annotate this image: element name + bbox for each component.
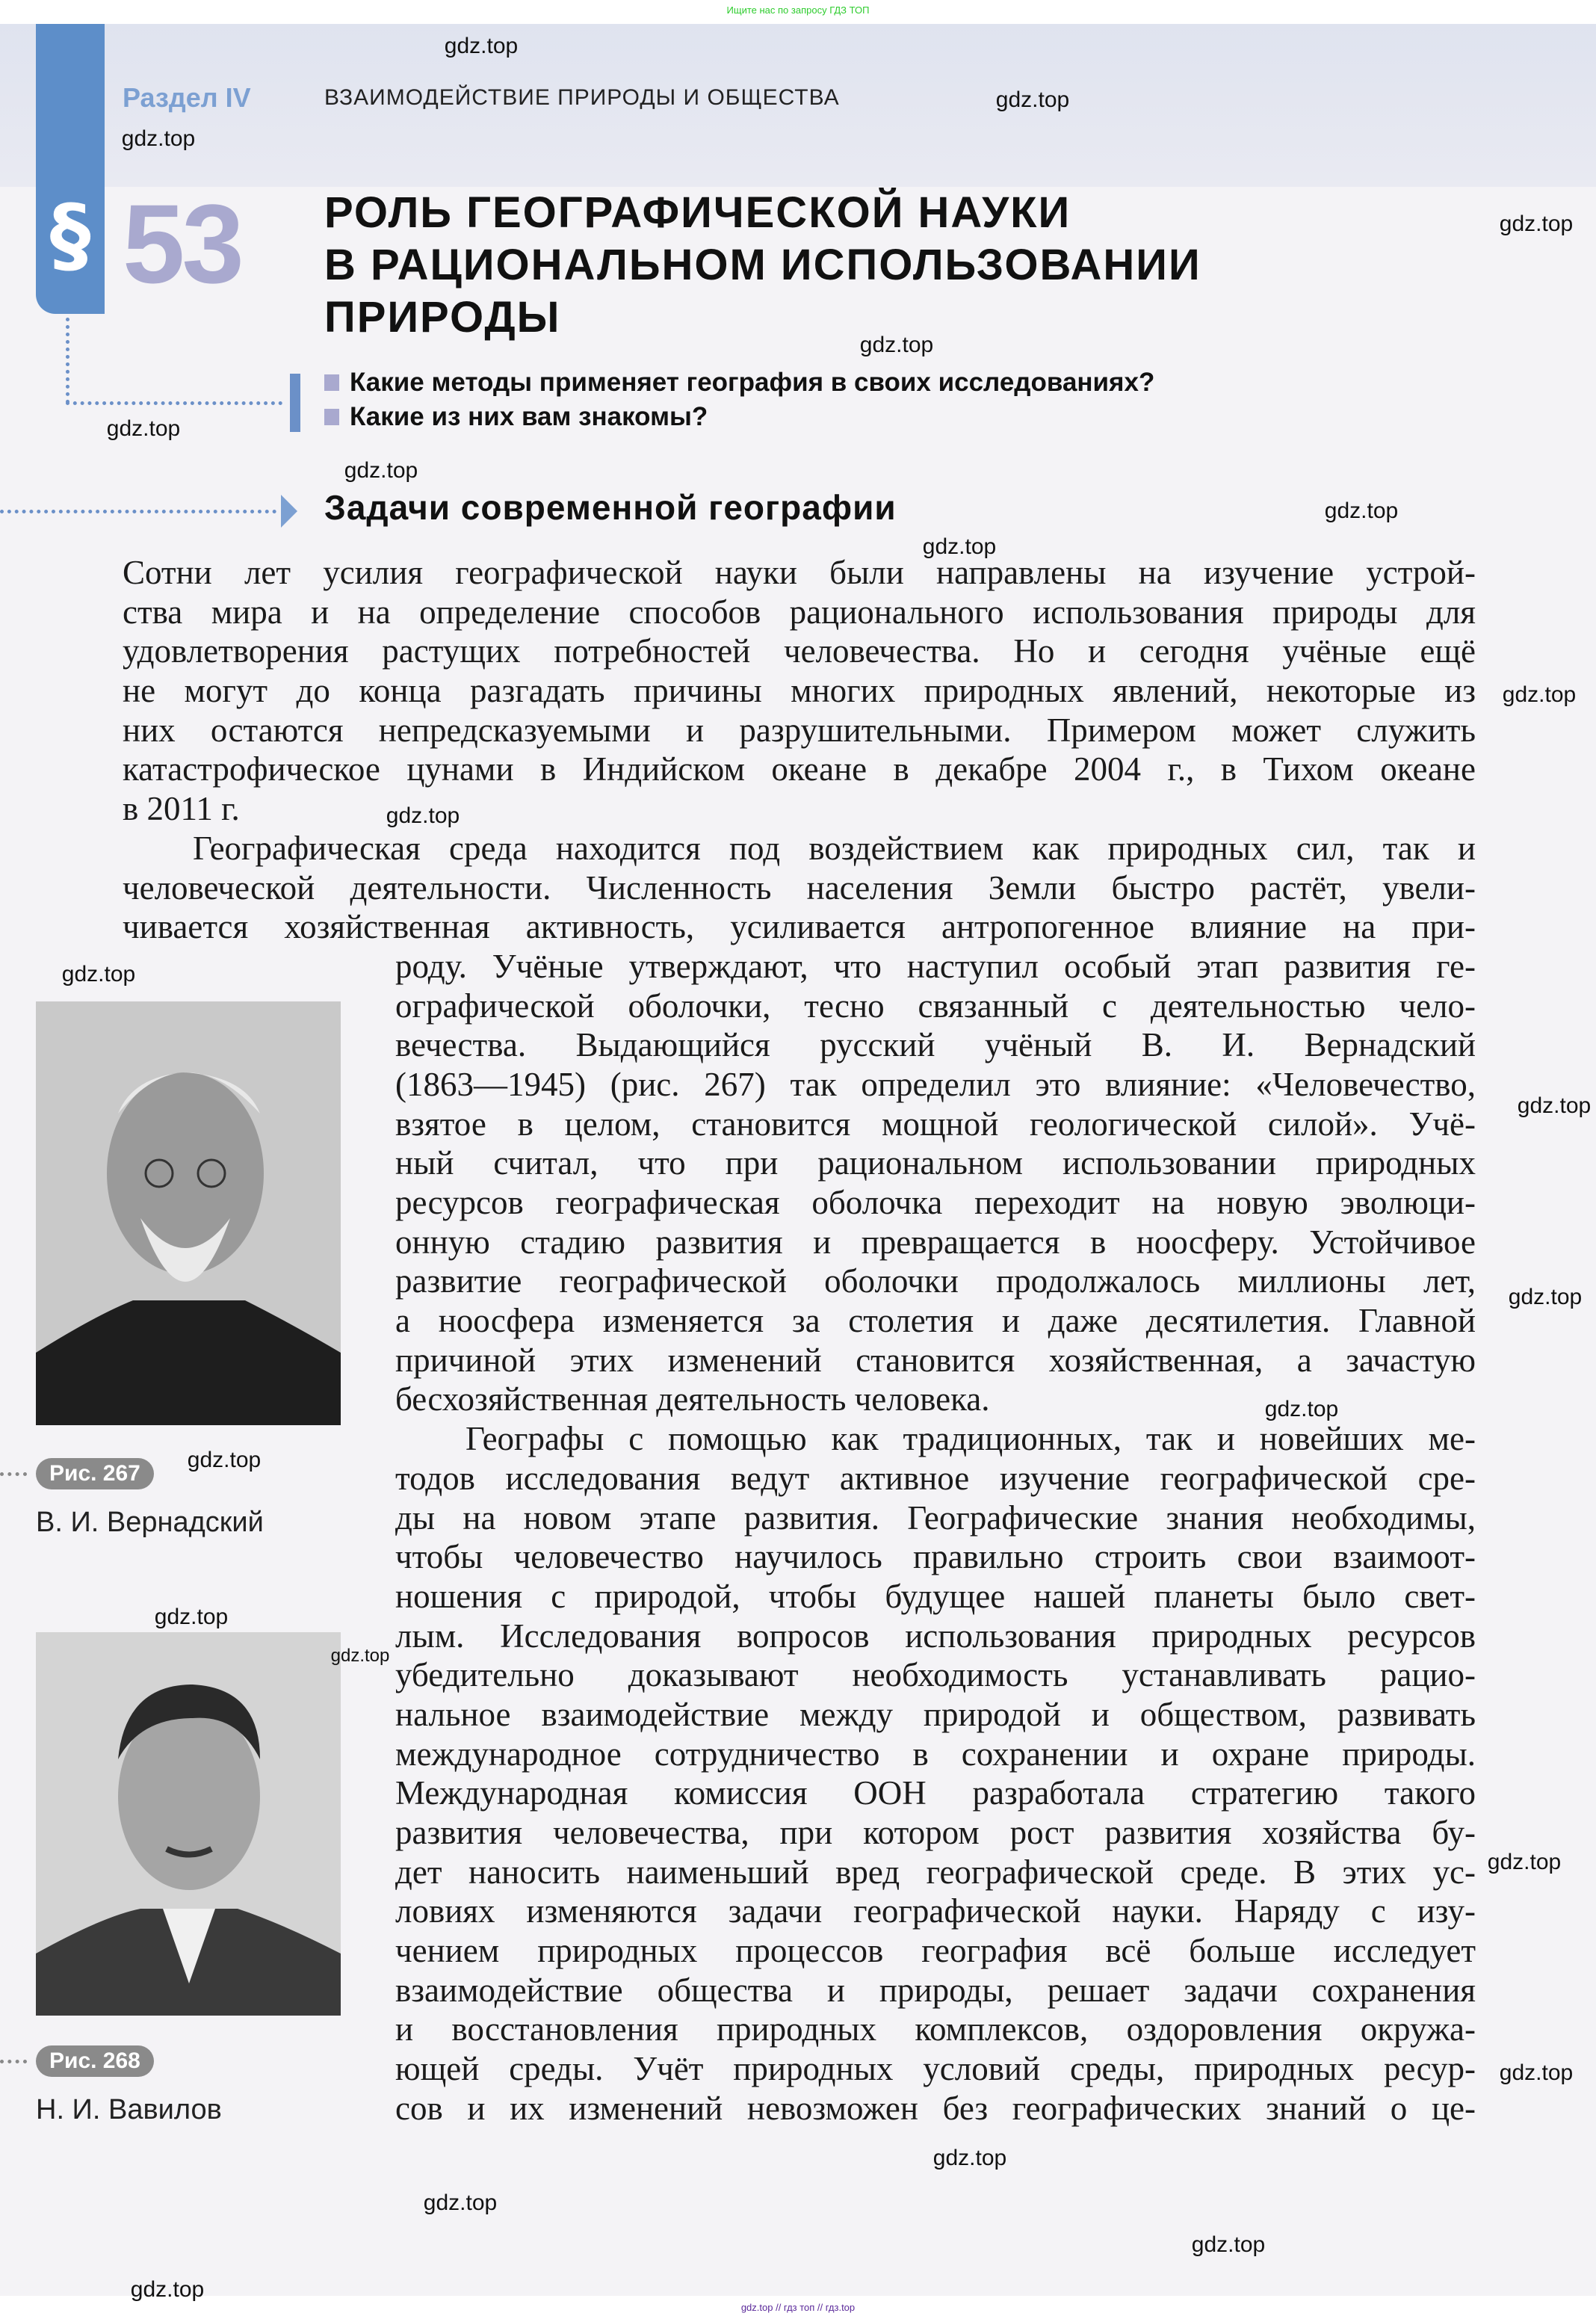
text-line: чением природных процессов география всё больше исследует [395,1932,1476,1970]
text-line: а ноосфера изменяется за столетия и даже десятилетия. Главной [395,1302,1476,1340]
watermark: gdz.top [1508,1285,1583,1309]
text-line: ловиях изменяются задачи географической науки. Наряду с изу- [395,1892,1476,1930]
text-line: ографической оболочки, тесно связанный с деятельностью чело- [395,986,1476,1025]
watermark: gdz.top [1499,2060,1574,2085]
watermark: gdz.top [330,1646,390,1666]
square-bullet-icon [324,374,339,391]
text-line: международное сотрудничество в сохранении и охране природы. [395,1735,1476,1773]
text-line: не могут до конца разгадать причины многих природных явлений, некоторые из [123,672,1476,710]
watermark: gdz.top [859,333,934,357]
watermark: gdz.top [932,2146,1007,2170]
bottom-note: gdz.top // гдз топ // гдз.top [740,2302,856,2313]
text-line: нальное взаимодействие между природой и обществом, развивать [395,1695,1476,1733]
figure-caption: В. И. Вернадский [36,1507,264,1538]
watermark: gdz.top [444,34,519,58]
watermark: gdz.top [423,2190,498,2215]
portrait-vernadsky [36,1001,341,1425]
watermark: gdz.top [1487,1850,1562,1874]
portrait-vavilov [36,1632,341,2016]
text-line: чивается хозяйственная активность, усиливается антропогенное влияние на при- [123,908,1476,946]
question-text: Какие из них вам знакомы? [350,402,708,431]
text-line: развития человечества, при котором рост развития хозяйства бу- [395,1814,1476,1851]
watermark: gdz.top [106,416,181,441]
watermark: gdz.top [130,2277,205,2302]
watermark: gdz.top [154,1605,229,1629]
dotted-divider [66,318,69,404]
text-line: лым. Исследования вопросов использования природных ресурсов [395,1617,1476,1655]
dotted-divider [66,401,282,405]
text-line: ды на новом этапе развития. Географические знания необходимы, [395,1498,1476,1537]
text-line: них остаются непредсказуемыми и разрушительными. Примером может служить [123,711,1476,749]
top-note: Ищите нас по запросу ГДЗ ТОП [726,4,870,16]
text-line: взаимодействие общества и природы, решает задачи сохранения [395,1971,1476,2009]
watermark: gdz.top [1324,498,1399,523]
section-sign-icon: § [49,187,91,282]
text-line: дет наносить наименьший вред географической среде. В этих ус- [395,1853,1476,1891]
watermark: gdz.top [61,962,136,986]
portrait-image [36,1632,341,2016]
title-line: РОЛЬ ГЕОГРАФИЧЕСКОЙ НАУКИ [324,188,1071,237]
text-line: бесхозяйственная деятельность человека. [395,1380,990,1418]
text-line: чтобы человечество научилось правильно строить свои взаимоот- [395,1538,1476,1576]
question-text: Какие методы применяет география в своих исследованиях? [350,368,1155,397]
watermark: gdz.top [344,458,418,483]
text-line: (1863—1945) (рис. 267) так определил это влияние: «Человечество, [395,1065,1476,1103]
figure-caption: Н. И. Вавилов [36,2094,222,2125]
paragraph-number: 53 [123,181,241,306]
watermark: gdz.top [1502,682,1577,707]
dotted-divider [0,510,276,513]
text-line: вечества. Выдающийся русский учёный В. И. Вернадский [395,1026,1476,1064]
text-line: человеческой деятельности. Численность населения Земли быстро растёт, увели- [123,868,1476,907]
square-bullet-icon [324,409,339,425]
text-line: причиной этих изменений становится хозяйственная, а зачастую [395,1341,1476,1379]
title-line: ПРИРОДЫ [324,293,561,342]
text-line: катастрофическое цунами в Индийском океане в декабре 2004 г., в Тихом океане [123,750,1476,788]
text-line: взятое в целом, становится мощной геологической силой». Учё- [395,1105,1476,1143]
text-line: убедительно доказывают необходимость устанавливать рацио- [395,1656,1476,1694]
text-line: Международная комиссия ООН разработала стратегию такого [395,1774,1476,1812]
text-line: ный считал, что при рациональном использовании природных [395,1144,1476,1182]
question-item [324,368,1154,398]
watermark: gdz.top [121,126,196,151]
watermark: gdz.top [1191,2232,1266,2257]
text-line: тодов исследования ведут активное изучение географической сре- [395,1459,1476,1497]
text-line: ресурсов географическая оболочка переходит на новую эволюци- [395,1184,1476,1221]
watermark: gdz.top [1499,211,1574,236]
text-line: онную стадию развития и превращается в ноосферу. Устойчивое [395,1223,1476,1261]
watermark: gdz.top [386,803,460,828]
text-line: Географы с помощью как традиционных, так и новейших ме- [466,1420,1476,1458]
text-line: и восстановления природных комплексов, оздоровления окружа- [395,2010,1476,2048]
text-line: сов и их изменений невозможен без географических знаний о це- [395,2089,1476,2127]
text-line: ства мира и на определение способов рационального использования природы для [123,593,1476,631]
text-line: ющей среды. Учёт природных условий среды, природных ресур- [395,2050,1476,2088]
text-line: ношения с природой, чтобы будущее нашей планеты было свет- [395,1577,1476,1615]
questions-bar [290,374,300,432]
watermark: gdz.top [1517,1093,1592,1118]
watermark: gdz.top [995,87,1070,112]
text-line: роду. Учёные утверждают, что наступил особый этап развития ге- [395,947,1476,985]
figure-badge: Рис. 268 [36,2045,154,2077]
text-line: Географическая среда находится под воздействием как природных сил, так и [193,829,1476,867]
text-line: Сотни лет усилия географической науки были направлены на изучение устрой- [123,554,1476,591]
figure-badge: Рис. 267 [36,1458,154,1489]
dotted-marker [0,2060,27,2063]
section-label: Раздел IV [123,82,251,113]
watermark: gdz.top [922,534,997,559]
page-title [324,187,1201,344]
text-line: развитие географической оболочки продолжалось миллионы лет, [395,1262,1476,1300]
watermark: gdz.top [1264,1397,1339,1421]
arrow-marker-icon [281,495,297,528]
dotted-marker [0,1472,27,1476]
question-item [324,402,708,432]
watermark: gdz.top [187,1448,262,1472]
text-line: в 2011 г. [123,790,240,828]
title-line: В РАЦИОНАЛЬНОМ ИСПОЛЬЗОВАНИИ [324,241,1201,289]
section-title: ВЗАИМОДЕЙСТВИЕ ПРИРОДЫ И ОБЩЕСТВА [324,85,840,110]
subheading: Задачи современной географии [324,488,897,527]
text-line: удовлетворения растущих потребностей человечества. Но и сегодня учёные ещё [123,632,1476,670]
portrait-image [36,1001,341,1425]
